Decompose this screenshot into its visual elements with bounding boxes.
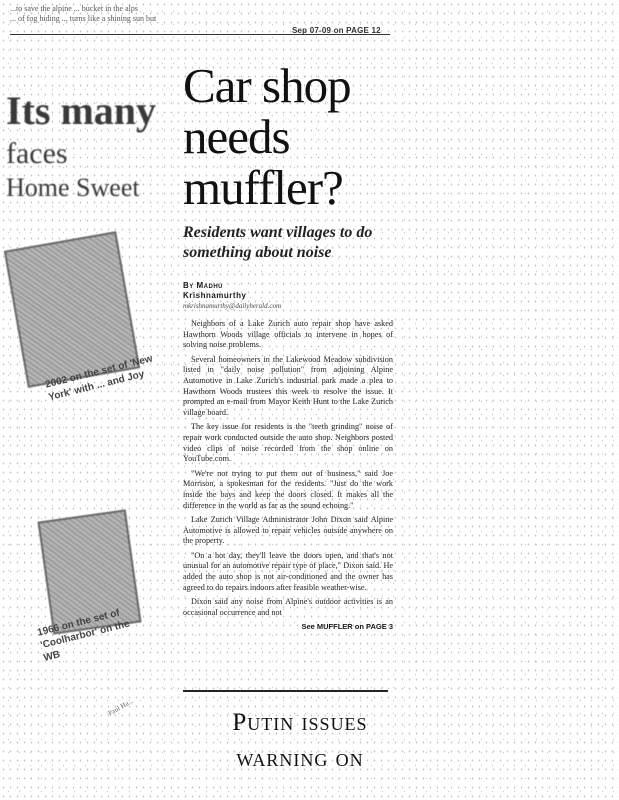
sidebar-headline-line-2: faces	[6, 137, 68, 170]
page-folio: Sep 07-09 on PAGE 12	[292, 26, 381, 35]
body-paragraph: "On a hot day, they'll leave the doors open, and that's not unusual for an automotive repair type of place," Dixon said. He added the auto shop is not air-conditioned and the owner has agreed to do repairs indoors after feasible weather-wise.	[183, 550, 393, 592]
next-story-headline	[205, 705, 395, 777]
headline-line-2: needs	[183, 109, 290, 164]
byline	[183, 281, 393, 301]
body-paragraph: Lake Zurich Village Administrator John Dixon said Alpine Automotive is allowed to repair vehicles outside anywhere on the property.	[183, 515, 393, 546]
article-deck: Residents want villages to do something about noise	[183, 224, 373, 261]
body-paragraph: The key issue for residents is the "teeth grinding" noise of repair work conducted outside the auto shop. Neighbors posted video clips of noise recorded from the shop online on YouTube.com.	[183, 422, 393, 464]
body-paragraph: "We're not trying to put them out of business," said Joe Morrison, a spokesman for the residents. "Just do the work inside the bays and keep the doors closed. It makes all the difference in the world as far as the sound echoing."	[183, 468, 393, 510]
jump-line: See MUFFLER on PAGE 3	[301, 622, 393, 632]
sidebar-headline-line-3: Home Sweet	[6, 173, 140, 202]
sidebar-caption-2: 1966 on the set of 'Coolharbor' on the WB	[36, 607, 131, 664]
article-body	[183, 319, 393, 618]
sidebar-caption-1: 2002 on the set of 'New York' with ... and Joy	[44, 353, 154, 404]
body-paragraph: Several homeowners in the Lakewood Meadow subdivision listed in "daily noise pollution" from adjoining Alpine Automotive in Lake Zurich's industrial park made a plea to Hawthorn Woods trustees this week to resolve the issue. It prompted an e-mail from Mayor Keith Hunt to the Lake Zurich village board.	[183, 354, 393, 417]
body-paragraph: Neighbors of a Lake Zurich auto repair shop have asked Hawthorn Woods village officials to intervene in hopes of solving noise problems.	[183, 319, 393, 350]
headline-line-3: muffler?	[183, 160, 343, 215]
sidebar-margin-text: Paul Ha...	[106, 696, 135, 718]
body-paragraph: Dixon said any noise from Alpine's outdoor activities is an occasional occurrence and not	[183, 597, 393, 617]
header-text-line-2: ... of fog hiding ... turns like a shining sun but	[10, 14, 157, 23]
story-divider	[183, 690, 388, 692]
sidebar-headline-line-1: Its many	[6, 88, 157, 133]
byline-email: mkrishnamurthy@dailyherald.com	[183, 302, 282, 310]
byline-prefix: By Madhu	[183, 281, 223, 290]
headline-line-1: Car shop	[183, 58, 351, 113]
article	[183, 60, 393, 631]
next-headline-line-1: Putin issues	[232, 709, 368, 736]
byline-name: Krishnamurthy	[183, 291, 247, 300]
sidebar-feature	[0, 45, 172, 800]
article-headline	[183, 60, 393, 213]
header-text-line-1: ...to save the alpine ... bucket in the alps	[10, 4, 138, 13]
next-headline-line-2: warning on	[236, 745, 364, 772]
